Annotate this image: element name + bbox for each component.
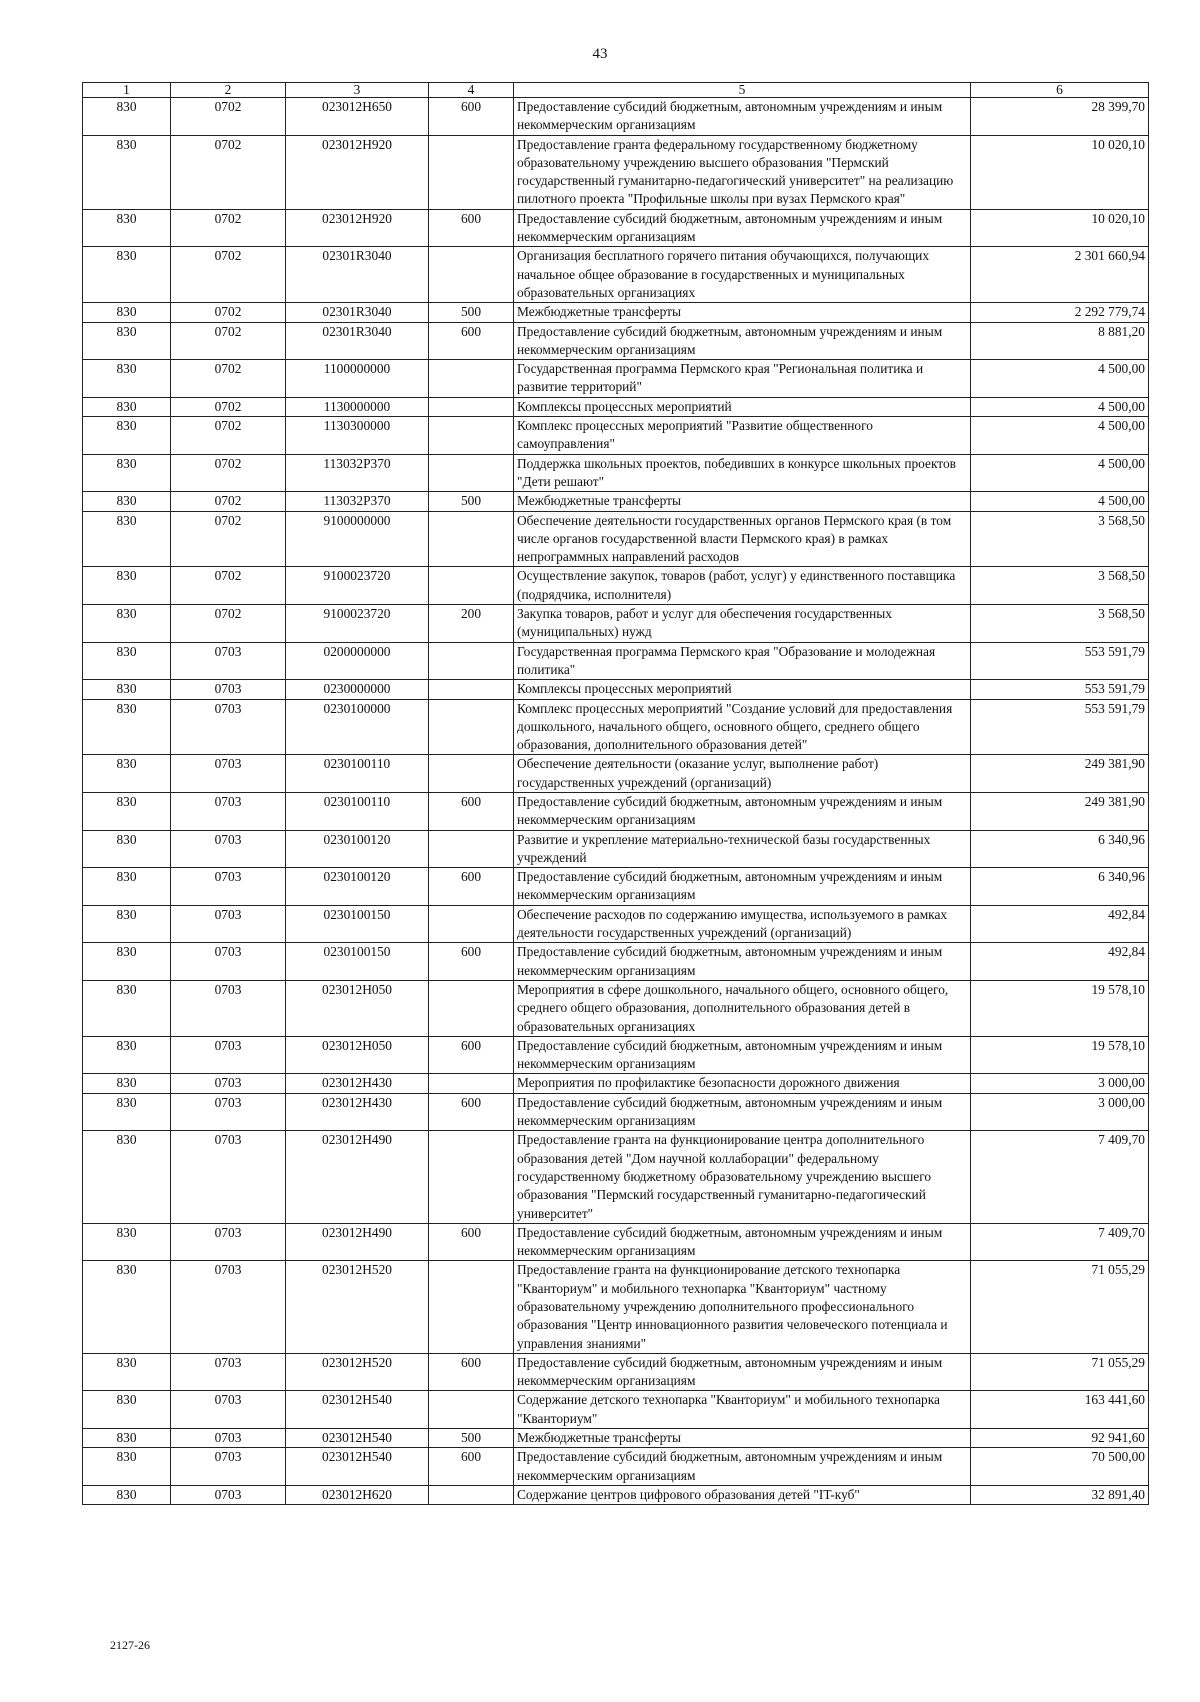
cell-expense-type [429,1074,514,1093]
cell-expense-type: 600 [429,1448,514,1486]
cell-description: Предоставление субсидий бюджетным, автономным учреждениям и иным некоммерческим организациям [514,1353,971,1391]
cell-expense-type [429,567,514,605]
cell-target-article: 0230100150 [286,905,429,943]
cell-target-article: 0230100110 [286,792,429,830]
cell-description: Комплекс процессных мероприятий "Развитие общественного самоуправления" [514,417,971,455]
cell-target-article: 0230000000 [286,680,429,699]
cell-amount: 3 568,50 [971,605,1149,643]
cell-target-article: 1130000000 [286,397,429,416]
cell-target-article: 023012Н050 [286,1036,429,1074]
cell-ministry-code: 830 [83,680,171,699]
cell-expense-type [429,1485,514,1504]
table-row [83,303,1149,322]
cell-amount: 8 881,20 [971,322,1149,360]
cell-description: Поддержка школьных проектов, победивших в конкурсе школьных проектов "Дети решают" [514,454,971,492]
cell-section-code: 0702 [171,492,286,511]
table-row [83,905,1149,943]
table-row [83,1353,1149,1391]
table-row [83,247,1149,303]
table-row [83,1093,1149,1131]
cell-section-code: 0702 [171,98,286,136]
cell-expense-type [429,830,514,868]
cell-section-code: 0702 [171,360,286,398]
cell-description: Содержание центров цифрового образования детей "IT-куб" [514,1485,971,1504]
cell-ministry-code: 830 [83,454,171,492]
table-row [83,397,1149,416]
cell-target-article: 023012Н430 [286,1093,429,1131]
cell-expense-type [429,454,514,492]
cell-section-code: 0703 [171,755,286,793]
cell-ministry-code: 830 [83,905,171,943]
cell-expense-type: 600 [429,943,514,981]
cell-target-article: 9100000000 [286,511,429,567]
cell-expense-type [429,980,514,1036]
cell-target-article: 0230100000 [286,699,429,755]
table-row [83,642,1149,680]
header-row [83,83,1149,98]
page-number: 43 [592,46,608,62]
cell-ministry-code: 830 [83,209,171,247]
cell-description: Организация бесплатного горячего питания обучающихся, получающих начальное общее образование в государственных и муниципальных образовательных организациях [514,247,971,303]
cell-section-code: 0702 [171,209,286,247]
column-header: 5 [514,83,971,98]
cell-description: Осуществление закупок, товаров (работ, услуг) у единственного поставщика (подрядчика, исполнителя) [514,567,971,605]
cell-description: Государственная программа Пермского края "Региональная политика и развитие территорий" [514,360,971,398]
cell-description: Предоставление гранта на функционирование детского технопарка "Кванториум" и мобильного технопарка "Кванториум" частному образовательному учреждению дополнительного профессионального образования "Центр инновационного развития человеческого потенциала и управления знаниями" [514,1261,971,1353]
table-row [83,1261,1149,1353]
cell-expense-type [429,511,514,567]
table-row [83,1448,1149,1486]
cell-section-code: 0703 [171,868,286,906]
cell-expense-type: 600 [429,1223,514,1261]
cell-amount: 4 500,00 [971,417,1149,455]
table-row [83,1036,1149,1074]
cell-section-code: 0703 [171,1448,286,1486]
cell-amount: 92 941,60 [971,1429,1149,1448]
cell-expense-type [429,360,514,398]
cell-amount: 71 055,29 [971,1261,1149,1353]
table-row [83,680,1149,699]
budget-table [82,82,1149,1505]
cell-description: Предоставление субсидий бюджетным, автономным учреждениям и иным некоммерческим организациям [514,792,971,830]
cell-section-code: 0703 [171,1429,286,1448]
cell-target-article: 023012Н540 [286,1429,429,1448]
cell-amount: 70 500,00 [971,1448,1149,1486]
cell-description: Комплексы процессных мероприятий [514,397,971,416]
cell-target-article: 0230100120 [286,830,429,868]
cell-description: Содержание детского технопарка "Кванториум" и мобильного технопарка "Кванториум" [514,1391,971,1429]
cell-target-article: 0230100110 [286,755,429,793]
cell-expense-type: 600 [429,322,514,360]
cell-target-article: 113032Р370 [286,454,429,492]
cell-section-code: 0703 [171,1131,286,1223]
cell-expense-type: 200 [429,605,514,643]
cell-ministry-code: 830 [83,1261,171,1353]
cell-ministry-code: 830 [83,755,171,793]
cell-description: Предоставление субсидий бюджетным, автономным учреждениям и иным некоммерческим организациям [514,322,971,360]
cell-ministry-code: 830 [83,247,171,303]
cell-amount: 10 020,10 [971,209,1149,247]
cell-description: Предоставление субсидий бюджетным, автономным учреждениям и иным некоммерческим организациям [514,868,971,906]
cell-target-article: 023012Н490 [286,1131,429,1223]
table-row [83,980,1149,1036]
table-row [83,1429,1149,1448]
cell-description: Межбюджетные трансферты [514,303,971,322]
cell-target-article: 023012Н620 [286,1485,429,1504]
cell-expense-type [429,905,514,943]
table-row [83,1074,1149,1093]
cell-description: Комплекс процессных мероприятий "Создание условий для предоставления дошкольного, начального общего, основного общего, среднего общего образования, дополнительного образования детей" [514,699,971,755]
table-row [83,417,1149,455]
cell-ministry-code: 830 [83,303,171,322]
cell-amount: 3 568,50 [971,511,1149,567]
cell-amount: 553 591,79 [971,680,1149,699]
cell-description: Государственная программа Пермского края "Образование и молодежная политика" [514,642,971,680]
cell-section-code: 0702 [171,303,286,322]
cell-ministry-code: 830 [83,417,171,455]
cell-ministry-code: 830 [83,792,171,830]
cell-amount: 2 301 660,94 [971,247,1149,303]
cell-description: Обеспечение деятельности государственных органов Пермского края (в том числе органов государственной власти Пермского края) в рамках непрограммных направлений расходов [514,511,971,567]
table-row [83,830,1149,868]
cell-amount: 19 578,10 [971,980,1149,1036]
cell-ministry-code: 830 [83,1353,171,1391]
cell-ministry-code: 830 [83,1131,171,1223]
cell-section-code: 0702 [171,322,286,360]
cell-ministry-code: 830 [83,1448,171,1486]
cell-section-code: 0703 [171,1036,286,1074]
cell-expense-type [429,1391,514,1429]
cell-target-article: 023012Н490 [286,1223,429,1261]
table-row [83,868,1149,906]
table-row [83,699,1149,755]
cell-amount: 553 591,79 [971,699,1149,755]
cell-amount: 4 500,00 [971,360,1149,398]
cell-amount: 4 500,00 [971,492,1149,511]
cell-ministry-code: 830 [83,1223,171,1261]
cell-amount: 7 409,70 [971,1131,1149,1223]
cell-expense-type [429,1261,514,1353]
cell-section-code: 0703 [171,1353,286,1391]
cell-target-article: 0200000000 [286,642,429,680]
cell-description: Мероприятия по профилактике безопасности дорожного движения [514,1074,971,1093]
cell-description: Предоставление субсидий бюджетным, автономным учреждениям и иным некоммерческим организациям [514,1448,971,1486]
cell-description: Предоставление субсидий бюджетным, автономным учреждениям и иным некоммерческим организациям [514,1093,971,1131]
cell-expense-type: 600 [429,792,514,830]
cell-target-article: 1100000000 [286,360,429,398]
cell-target-article: 0230100150 [286,943,429,981]
cell-amount: 6 340,96 [971,868,1149,906]
cell-amount: 492,84 [971,905,1149,943]
cell-section-code: 0703 [171,1093,286,1131]
cell-target-article: 02301R3040 [286,247,429,303]
cell-ministry-code: 830 [83,567,171,605]
cell-expense-type [429,1131,514,1223]
cell-expense-type: 600 [429,1353,514,1391]
cell-amount: 10 020,10 [971,135,1149,209]
cell-target-article: 023012Н650 [286,98,429,136]
cell-ministry-code: 830 [83,135,171,209]
cell-expense-type: 500 [429,1429,514,1448]
cell-target-article: 9100023720 [286,567,429,605]
table-row [83,209,1149,247]
cell-amount: 28 399,70 [971,98,1149,136]
cell-section-code: 0703 [171,905,286,943]
table-row [83,1131,1149,1223]
cell-expense-type [429,247,514,303]
cell-description: Предоставление гранта на функционирование центра дополнительного образования детей "Дом научной коллаборации" федеральному государственному бюджетному образовательному учреждению высшего образования "Пермский государственный гуманитарно-педагогический университет" [514,1131,971,1223]
table-row [83,135,1149,209]
cell-ministry-code: 830 [83,830,171,868]
cell-description: Предоставление гранта федеральному государственному бюджетному образовательному учреждению высшего образования "Пермский государственный гуманитарно-педагогический университет" на реализацию пилотного проекта "Профильные школы при вузах Пермского края" [514,135,971,209]
cell-target-article: 023012Н520 [286,1353,429,1391]
table-row [83,567,1149,605]
cell-ministry-code: 830 [83,511,171,567]
cell-expense-type: 600 [429,1036,514,1074]
budget-table-container [82,82,1148,1505]
cell-section-code: 0702 [171,397,286,416]
cell-ministry-code: 830 [83,605,171,643]
cell-amount: 3 000,00 [971,1074,1149,1093]
cell-amount: 4 500,00 [971,454,1149,492]
cell-amount: 32 891,40 [971,1485,1149,1504]
cell-section-code: 0703 [171,980,286,1036]
cell-description: Обеспечение деятельности (оказание услуг, выполнение работ) государственных учреждений (организаций) [514,755,971,793]
footer-code: 2127-26 [110,1638,150,1652]
cell-ministry-code: 830 [83,1485,171,1504]
cell-target-article: 023012Н520 [286,1261,429,1353]
table-row [83,605,1149,643]
cell-section-code: 0703 [171,1485,286,1504]
cell-target-article: 0230100120 [286,868,429,906]
cell-ministry-code: 830 [83,699,171,755]
cell-ministry-code: 830 [83,322,171,360]
cell-ministry-code: 830 [83,868,171,906]
table-row [83,492,1149,511]
cell-expense-type [429,397,514,416]
cell-section-code: 0703 [171,642,286,680]
cell-expense-type [429,755,514,793]
cell-section-code: 0703 [171,1223,286,1261]
cell-ministry-code: 830 [83,1093,171,1131]
cell-description: Обеспечение расходов по содержанию имущества, используемого в рамках деятельности государственных учреждений (организаций) [514,905,971,943]
cell-expense-type [429,699,514,755]
cell-target-article: 023012Н920 [286,135,429,209]
cell-expense-type: 600 [429,1093,514,1131]
cell-amount: 492,84 [971,943,1149,981]
cell-section-code: 0703 [171,943,286,981]
table-row [83,360,1149,398]
cell-ministry-code: 830 [83,360,171,398]
cell-amount: 6 340,96 [971,830,1149,868]
cell-description: Межбюджетные трансферты [514,492,971,511]
cell-expense-type [429,680,514,699]
cell-description: Предоставление субсидий бюджетным, автономным учреждениям и иным некоммерческим организациям [514,943,971,981]
table-row [83,792,1149,830]
cell-amount: 3 568,50 [971,567,1149,605]
cell-description: Комплексы процессных мероприятий [514,680,971,699]
cell-target-article: 023012Н540 [286,1448,429,1486]
cell-expense-type [429,417,514,455]
cell-ministry-code: 830 [83,1036,171,1074]
cell-target-article: 9100023720 [286,605,429,643]
cell-section-code: 0702 [171,417,286,455]
cell-description: Предоставление субсидий бюджетным, автономным учреждениям и иным некоммерческим организациям [514,1036,971,1074]
cell-ministry-code: 830 [83,1429,171,1448]
cell-section-code: 0703 [171,1074,286,1093]
cell-section-code: 0702 [171,567,286,605]
column-header: 1 [83,83,171,98]
table-row [83,943,1149,981]
cell-description: Предоставление субсидий бюджетным, автономным учреждениям и иным некоммерческим организациям [514,98,971,136]
table-row [83,1391,1149,1429]
table-row [83,322,1149,360]
cell-amount: 19 578,10 [971,1036,1149,1074]
cell-ministry-code: 830 [83,397,171,416]
cell-amount: 163 441,60 [971,1391,1149,1429]
cell-expense-type: 500 [429,492,514,511]
cell-ministry-code: 830 [83,98,171,136]
cell-section-code: 0703 [171,792,286,830]
cell-expense-type: 600 [429,209,514,247]
column-header: 3 [286,83,429,98]
cell-section-code: 0702 [171,511,286,567]
cell-description: Закупка товаров, работ и услуг для обеспечения государственных (муниципальных) нужд [514,605,971,643]
cell-target-article: 023012Н920 [286,209,429,247]
cell-description: Межбюджетные трансферты [514,1429,971,1448]
cell-description: Предоставление субсидий бюджетным, автономным учреждениям и иным некоммерческим организациям [514,1223,971,1261]
table-row [83,755,1149,793]
cell-section-code: 0703 [171,830,286,868]
cell-target-article: 023012Н540 [286,1391,429,1429]
cell-amount: 249 381,90 [971,755,1149,793]
cell-section-code: 0703 [171,1261,286,1353]
cell-amount: 2 292 779,74 [971,303,1149,322]
cell-ministry-code: 830 [83,1391,171,1429]
cell-target-article: 023012Н430 [286,1074,429,1093]
cell-section-code: 0703 [171,680,286,699]
cell-target-article: 02301R3040 [286,322,429,360]
table-body [83,98,1149,1505]
cell-target-article: 02301R3040 [286,303,429,322]
table-row [83,1485,1149,1504]
cell-amount: 71 055,29 [971,1353,1149,1391]
cell-ministry-code: 830 [83,492,171,511]
cell-target-article: 023012Н050 [286,980,429,1036]
cell-section-code: 0702 [171,135,286,209]
column-header: 6 [971,83,1149,98]
cell-section-code: 0702 [171,605,286,643]
cell-amount: 7 409,70 [971,1223,1149,1261]
cell-description: Предоставление субсидий бюджетным, автономным учреждениям и иным некоммерческим организациям [514,209,971,247]
table-row [83,98,1149,136]
cell-expense-type [429,135,514,209]
table-row [83,511,1149,567]
cell-amount: 4 500,00 [971,397,1149,416]
cell-expense-type [429,642,514,680]
cell-expense-type: 600 [429,98,514,136]
cell-amount: 3 000,00 [971,1093,1149,1131]
cell-expense-type: 500 [429,303,514,322]
cell-target-article: 1130300000 [286,417,429,455]
cell-ministry-code: 830 [83,1074,171,1093]
table-row [83,454,1149,492]
cell-amount: 249 381,90 [971,792,1149,830]
cell-amount: 553 591,79 [971,642,1149,680]
cell-section-code: 0703 [171,1391,286,1429]
table-row [83,1223,1149,1261]
column-header: 2 [171,83,286,98]
cell-section-code: 0702 [171,247,286,303]
cell-section-code: 0702 [171,454,286,492]
cell-target-article: 113032Р370 [286,492,429,511]
column-header: 4 [429,83,514,98]
cell-section-code: 0703 [171,699,286,755]
cell-ministry-code: 830 [83,642,171,680]
cell-ministry-code: 830 [83,980,171,1036]
cell-description: Мероприятия в сфере дошкольного, начального общего, основного общего, среднего общего образования, дополнительного образования детей в образовательных организациях [514,980,971,1036]
cell-ministry-code: 830 [83,943,171,981]
cell-description: Развитие и укрепление материально-технической базы государственных учреждений [514,830,971,868]
cell-expense-type: 600 [429,868,514,906]
